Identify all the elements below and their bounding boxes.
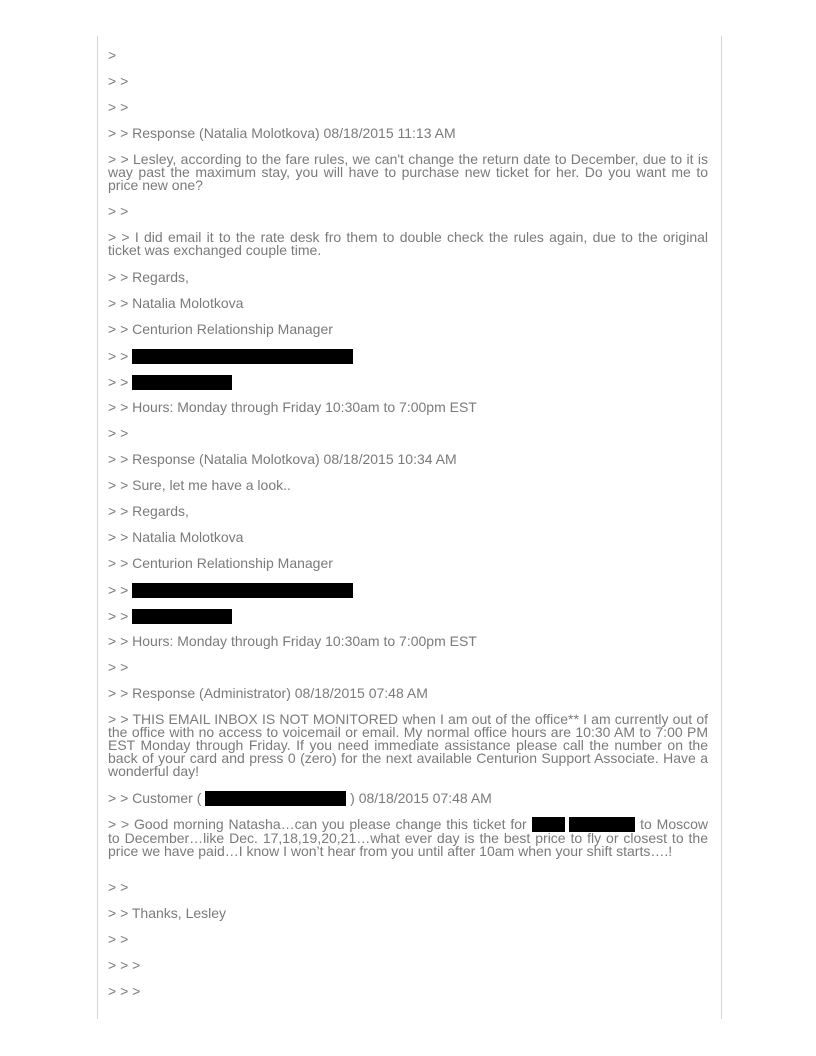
message-paragraph: > > THIS EMAIL INBOX IS NOT MONITORED when I am out of the office** I am currently out of the office with no access to voicemail or email. My normal office hours are 10:30 AM to 7:00 PM EST Monday through Friday. If you need immediate assistance please call the number on the back of your card and press 0 (zero) for the next available Centurion Support Associate. Have a wonderful day! xyxy=(108,711,708,779)
quote-line: > xyxy=(108,47,117,63)
quote-line: > > xyxy=(108,73,129,89)
hours-line: > > Hours: Monday through Friday 10:30am to 7:00pm EST xyxy=(108,399,477,415)
customer-header-prefix: > > Customer ( xyxy=(108,790,202,806)
redaction-box xyxy=(205,791,346,806)
customer-header xyxy=(108,791,708,806)
quote-line: > > xyxy=(108,659,129,675)
redaction-box xyxy=(132,349,353,364)
response-header: > > Response (Administrator) 08/18/2015 07:48 AM xyxy=(108,685,428,701)
message-text: to Moscow to December…like Dec. 17,18,19,20,21…what ever day is the best price to fly or closest to the price we have paid…I know I won’t hear from you until after 10am when your shift starts….! xyxy=(108,816,708,859)
signature-line: > > Centurion Relationship Manager xyxy=(108,555,333,571)
message-text: > > Good morning Natasha…can you please change this ticket for xyxy=(108,816,527,832)
redaction-box xyxy=(132,609,232,624)
response-header: > > Response (Natalia Molotkova) 08/18/2015 10:34 AM xyxy=(108,451,457,467)
signature-line: > > Natalia Molotkova xyxy=(108,529,244,545)
signature-line: > > Centurion Relationship Manager xyxy=(108,321,333,337)
quote-line: > > > xyxy=(108,983,141,999)
quote-line: > > xyxy=(108,203,129,219)
message-paragraph: > > Lesley, according to the fare rules, we can't change the return date to December, due to it is way past the maximum stay, you will have to purchase new ticket for her. Do you want me to price new one? xyxy=(108,151,708,193)
quote-marker: > > xyxy=(108,348,129,364)
quote-marker: > > xyxy=(108,582,129,598)
redacted-line xyxy=(108,583,708,598)
redacted-line xyxy=(108,609,708,624)
quote-line: > > xyxy=(108,99,129,115)
message-paragraph: > > I did email it to the rate desk fro them to double check the rules again, due to the original ticket was exchanged couple time. xyxy=(108,229,708,258)
redacted-line xyxy=(108,375,708,390)
message-line: > > Sure, let me have a look.. xyxy=(108,477,291,493)
signature-line: > > Natalia Molotkova xyxy=(108,295,244,311)
signature-line: > > Regards, xyxy=(108,269,189,285)
quote-line: > > > xyxy=(108,957,141,973)
redaction-box xyxy=(132,583,353,598)
quote-line: > > xyxy=(108,425,129,441)
signoff-line: > > Thanks, Lesley xyxy=(108,905,227,921)
redacted-line xyxy=(108,349,708,364)
quote-line: > > xyxy=(108,931,129,947)
redaction-box xyxy=(132,375,232,390)
quote-marker: > > xyxy=(108,374,129,390)
quote-line: > > xyxy=(108,879,129,895)
signature-line: > > Regards, xyxy=(108,503,189,519)
customer-header-date: ) 08/18/2015 07:48 AM xyxy=(350,790,492,806)
hours-line: > > Hours: Monday through Friday 10:30am to 7:00pm EST xyxy=(108,633,477,649)
response-header: > > Response (Natalia Molotkova) 08/18/2015 11:13 AM xyxy=(108,125,456,141)
message-paragraph xyxy=(108,817,708,858)
quote-marker: > > xyxy=(108,608,129,624)
